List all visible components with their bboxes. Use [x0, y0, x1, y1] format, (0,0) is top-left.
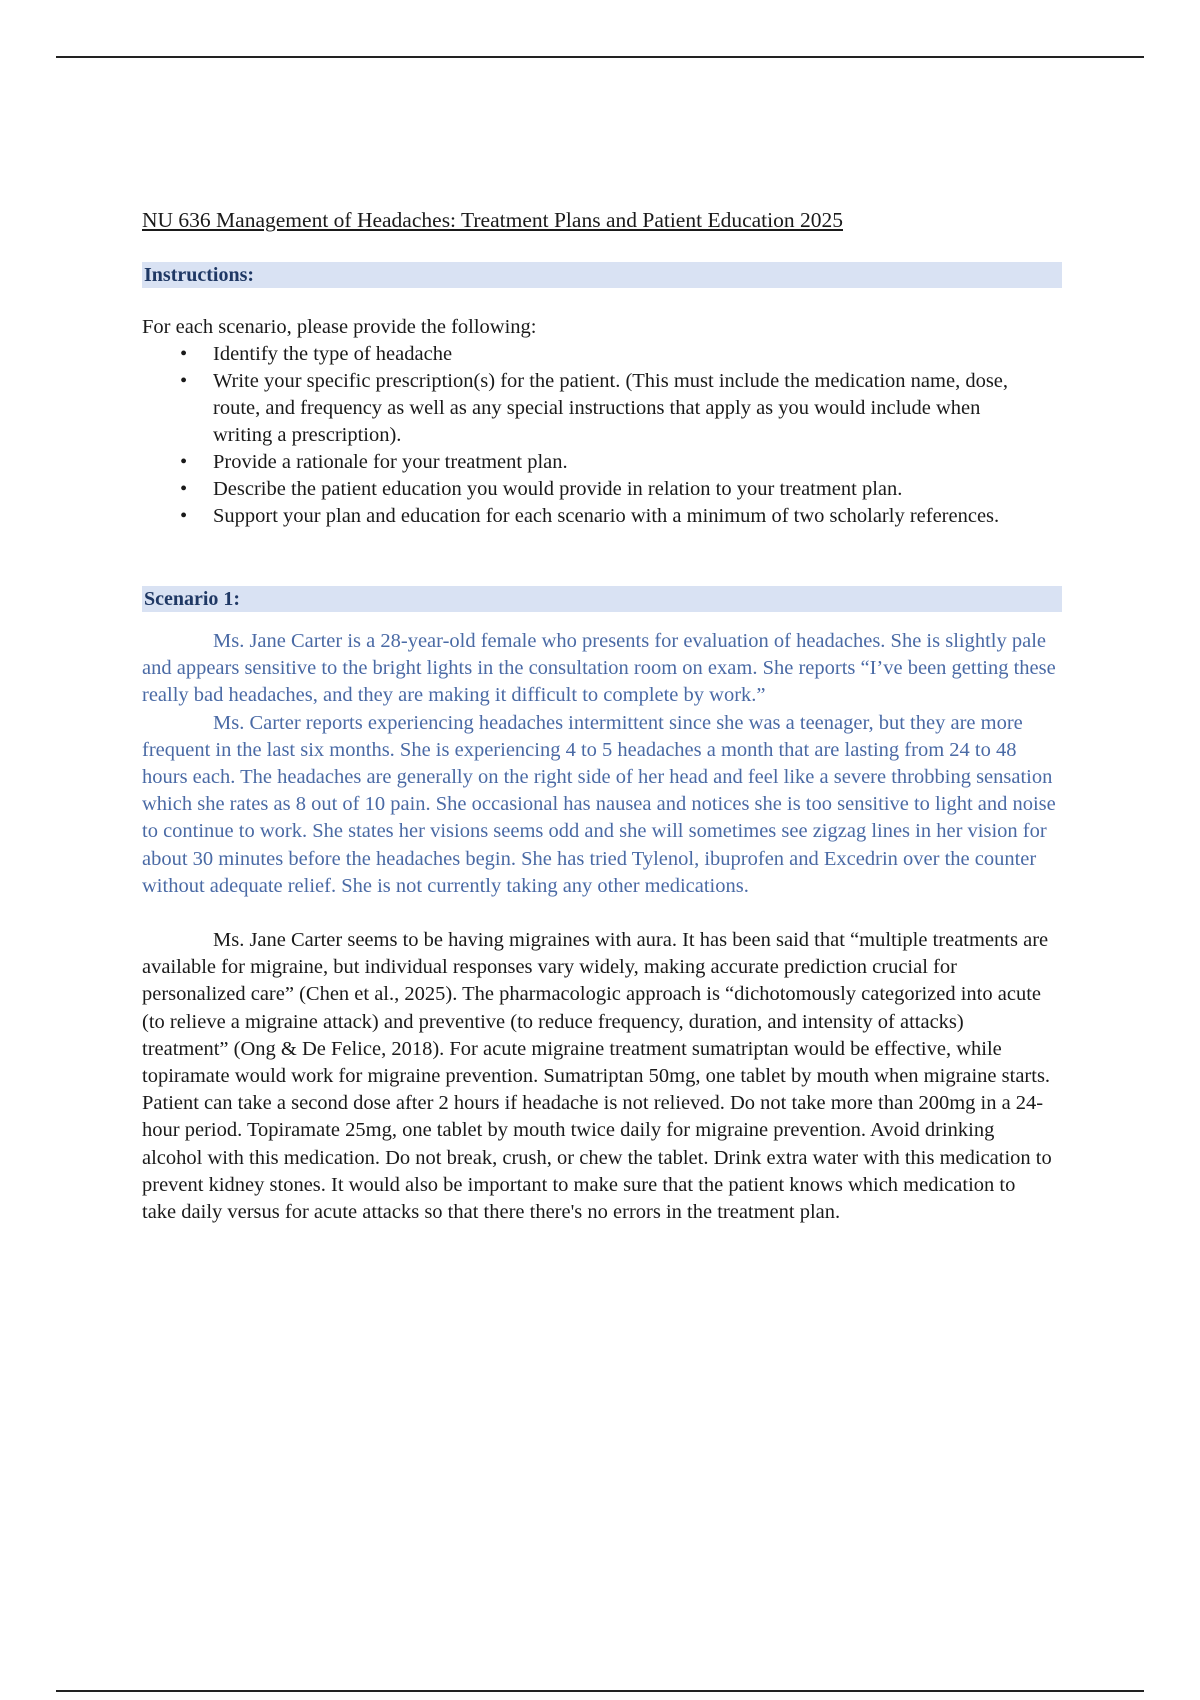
bullet-icon: •: [180, 478, 188, 500]
scenario-1-heading: Scenario 1:: [142, 586, 1062, 612]
document-page: [142, 206, 1062, 1226]
footer-rule: [56, 1690, 1144, 1692]
instructions-heading: Instructions:: [142, 262, 1062, 288]
instructions-intro: For each scenario, please provide the following:: [142, 316, 537, 338]
bullet-icon: •: [180, 370, 188, 392]
bullet-icon: •: [180, 343, 188, 365]
header-rule: [56, 56, 1144, 58]
list-item: • Describe the patient education you would provide in relation to your treatment plan.: [142, 476, 1013, 503]
list-item: • Write your specific prescription(s) for the patient. (This must include the medication name, dose, route, and frequency as well as any special instructions that apply as you would include when writing a prescription).: [180, 370, 1009, 446]
bullet-icon: •: [180, 451, 188, 473]
scenario-1-response: [142, 927, 1054, 1226]
list-item: • Provide a rationale for your treatment plan.: [142, 449, 1013, 476]
scenario-1-case: [142, 628, 1062, 900]
bullet-icon: •: [180, 505, 188, 527]
document-title: NU 636 Management of Headaches: Treatment Plans and Patient Education 2025: [142, 208, 843, 232]
list-item: • Support your plan and education for each scenario with a minimum of two scholarly references.: [142, 503, 1013, 530]
scenario-paragraph: Ms. Jane Carter is a 28-year-old female who presents for evaluation of headaches. She is slightly pale and appears sensitive to the bright lights in the consultation room on exam. She reports “I’ve been getting these really bad headaches, and they are making it difficult to complete by work.”: [142, 630, 1056, 707]
scenario-paragraph: Ms. Carter reports experiencing headaches intermittent since she was a teenager, but they are more frequent in the last six months. She is experiencing 4 to 5 headaches a month that are lasting from 24 to 48 hours each. The headaches are generally on the right side of her head and feel like a severe throbbing sensation which she rates as 8 out of 10 pain. She occasional has nausea and notices she is too sensitive to light and noise to continue to work. She states her visions seems odd and she will sometimes see zigzag lines in her vision for about 30 minutes before the headaches begin. She has tried Tylenol, ibuprofen and Excedrin over the counter without adequate relief. She is not currently taking any other medications.: [142, 711, 1056, 897]
response-paragraph: Ms. Jane Carter seems to be having migraines with aura. It has been said that “multiple treatments are available for migraine, but individual responses vary widely, making accurate prediction crucial for personalized care” (Chen et al., 2025). The pharmacologic approach is “dichotomously categorized into acute (to relieve a migraine attack) and preventive (to reduce frequency, duration, and intensity of attacks) treatment” (Ong & De Felice, 2018). For acute migraine treatment sumatriptan would be effective, while topiramate would work for migraine prevention. Sumatriptan 50mg, one tablet by mouth when migraine starts. Patient can take a second dose after 2 hours if headache is not relieved. Do not take more than 200mg in a 24-hour period. Topiramate 25mg, one tablet by mouth twice daily for migraine prevention. Avoid drinking alcohol with this medication. Do not break, crush, or chew the tablet. Drink extra water with this medication to prevent kidney stones. It would also be important to make sure that the patient knows which medication to take daily versus for acute attacks so that there there's no errors in the treatment plan.: [142, 929, 1052, 1224]
instructions-list: [142, 341, 1062, 530]
list-item: • Identify the type of headache: [142, 341, 1013, 368]
